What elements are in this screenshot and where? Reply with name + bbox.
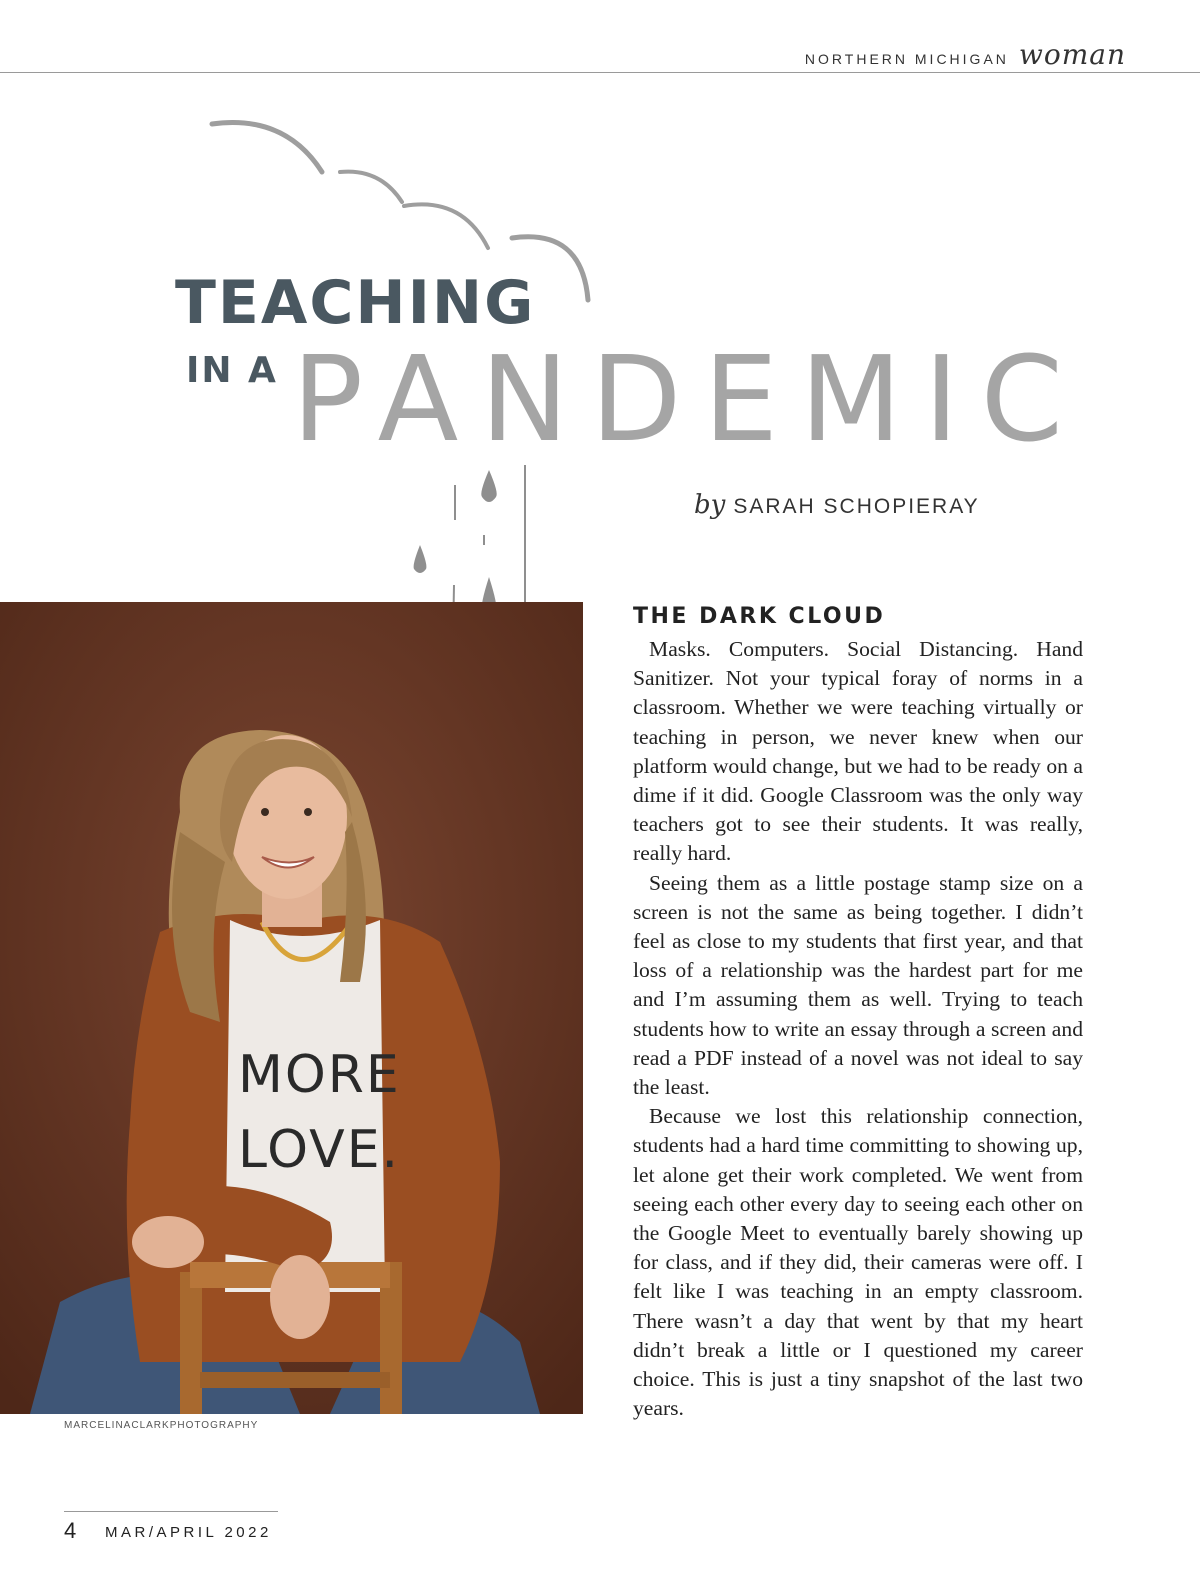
article-paragraph: Masks. Computers. Social Distancing. Hand Sanitizer. Not your typical foray of norms in a classroom. Whether we were teaching virtually or teaching in person, we never knew when our platform would change, but we had to be ready on a dime if it did. Google Classroom was the only way teachers got to see their students. It was really, really hard.	[633, 637, 1083, 866]
byline	[694, 490, 980, 520]
magazine-script-name: woman	[1018, 38, 1126, 71]
header-divider	[0, 72, 1200, 73]
shirt-text-love: LOVE.	[238, 1120, 401, 1180]
section-heading: THE DARK CLOUD	[633, 604, 886, 629]
portrait-illustration	[0, 602, 583, 1414]
author-name: SARAH SCHOPIERAY	[733, 495, 980, 518]
title-teaching: TEACHING	[175, 268, 536, 338]
author-portrait-photo	[0, 602, 583, 1414]
title-pandemic: PANDEMIC	[292, 330, 1086, 468]
shirt-text-more: MORE	[238, 1045, 401, 1105]
byline-by: by	[694, 490, 726, 520]
page-number: 4	[64, 1518, 77, 1543]
article-body	[633, 604, 1083, 1423]
article-paragraph: Because we lost this relationship connection, students had a hard time committing to showing up, let alone get their work completed. We went from seeing each other every day to seeing each other on the Google Meet to eventually barely showing up for class, and if they did, their cameras were off. I felt like I was teaching in an empty classroom. There wasn’t a day that went by that my heart didn’t break a little or I questioned my career choice. This is just a tiny snapshot of the last two years.	[633, 1104, 1083, 1421]
footer-divider	[64, 1511, 278, 1512]
magazine-brand	[805, 38, 1126, 71]
issue-date: MAR/APRIL 2022	[105, 1524, 272, 1541]
magazine-name: NORTHERN MICHIGAN	[804, 51, 1009, 67]
photo-credit: MARCELINACLARKPHOTOGRAPHY	[64, 1420, 259, 1431]
article-paragraph: Seeing them as a little postage stamp size on a screen is not the same as being together. I didn’t feel as close to my students that first year, and that loss of a relationship was the hardest part for me and I’m assuming them as well. Trying to teach students how to write an essay through a screen and read a PDF instead of a novel was not ideal to say the least.	[633, 870, 1083, 1100]
title-in-a: IN A	[186, 350, 278, 391]
